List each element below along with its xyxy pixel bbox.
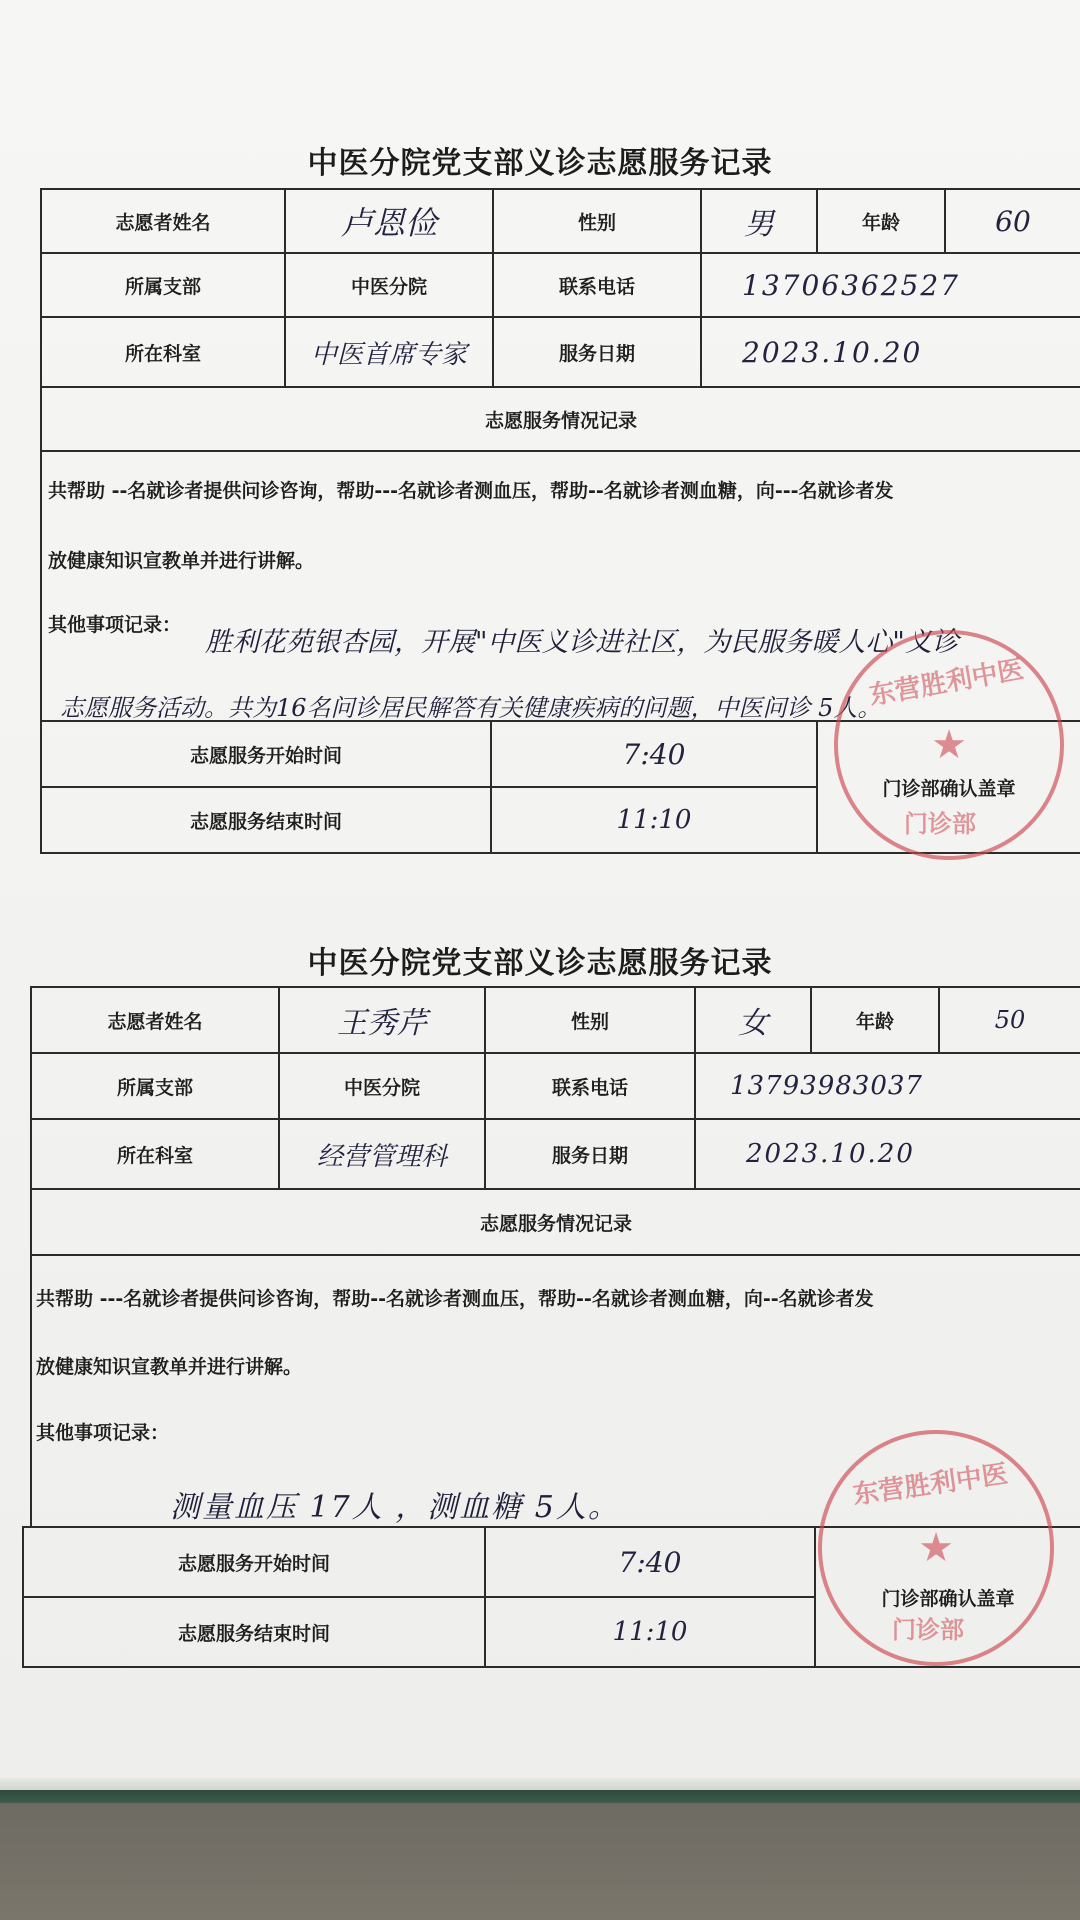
service-date-label: 服务日期: [484, 1118, 696, 1190]
name-label: 志愿者姓名: [40, 188, 286, 254]
start-time-value: 7:40: [622, 737, 686, 771]
phone-label: 联系电话: [484, 1052, 696, 1120]
start-time-value-cell: [484, 1526, 816, 1598]
end-time-label: 志愿服务结束时间: [22, 1596, 486, 1668]
branch-label: 所属支部: [30, 1052, 280, 1120]
end-time-value-cell: [484, 1596, 816, 1668]
branch-value: 中医分院: [284, 252, 494, 318]
service-date-value: 2023.10.20: [746, 1139, 915, 1169]
stamp-label: 门诊部确认盖章: [814, 1526, 1080, 1668]
other-records-label: 其他事项记录：: [36, 1422, 170, 1444]
phone-value-cell: [700, 252, 1080, 318]
form-title: 中医分院党支部义诊志愿服务记录: [307, 946, 773, 981]
age-value-cell: [944, 188, 1080, 254]
name-value-cell: [284, 188, 494, 254]
gender-value: 男: [744, 207, 774, 242]
start-time-label: 志愿服务开始时间: [40, 720, 492, 788]
branch-value: 中医分院: [278, 1052, 486, 1120]
age-label: 年龄: [810, 986, 940, 1054]
gender-label: 性别: [492, 188, 702, 254]
department-value-cell: [284, 316, 494, 388]
seal-star-icon: ★: [931, 722, 967, 768]
department-label: 所在科室: [40, 316, 286, 388]
other-records-line-2: 志愿服务活动。共为16名问诊居民解答有关健康疾病的问题，中医问诊 5人。: [60, 694, 882, 722]
other-records-line-1: 胜利花苑银杏园，开展"中医义诊进社区，为民服务暖人心"义诊: [205, 627, 959, 658]
official-seal: [818, 1430, 1054, 1666]
gender-value-cell: [700, 188, 818, 254]
summary-line-2: 放健康知识宣教单并进行讲解。: [36, 1356, 303, 1378]
name-label: 志愿者姓名: [30, 986, 280, 1054]
table-surface: [0, 1790, 1080, 1920]
section-title: 志愿服务情况记录: [40, 386, 1080, 452]
stamp-label: 门诊部确认盖章: [816, 720, 1080, 854]
other-records-line-1: 测量血压 17人 ，测血糖 5人。: [170, 1490, 620, 1525]
seal-bottom-text: 门诊部: [904, 810, 976, 838]
name-value: 卢恩俭: [340, 204, 437, 242]
department-value: 经营管理科: [316, 1141, 447, 1172]
age-value: 60: [995, 204, 1031, 238]
summary-line-2: 放健康知识宣教单并进行讲解。: [48, 550, 315, 572]
phone-value: 13706362527: [742, 268, 960, 302]
end-time-value-cell: [490, 786, 818, 854]
end-time-label: 志愿服务结束时间: [40, 786, 492, 854]
form-title: 中医分院党支部义诊志愿服务记录: [307, 146, 773, 181]
name-value-cell: [278, 986, 486, 1054]
seal-bottom-text: 门诊部: [892, 1616, 964, 1644]
age-value-cell: [938, 986, 1080, 1054]
seal-text: 东营胜利中医: [851, 1459, 1010, 1511]
start-time-value: 7:40: [618, 1545, 682, 1579]
service-date-label: 服务日期: [492, 316, 702, 388]
start-time-label: 志愿服务开始时间: [22, 1526, 486, 1598]
start-time-value-cell: [490, 720, 818, 788]
end-time-value: 11:10: [612, 1617, 688, 1647]
department-label: 所在科室: [30, 1118, 280, 1190]
phone-label: 联系电话: [492, 252, 702, 318]
gender-value: 女: [738, 1006, 768, 1041]
gender-label: 性别: [484, 986, 696, 1054]
service-date-value-cell: [694, 1118, 1080, 1190]
age-label: 年龄: [816, 188, 946, 254]
department-value: 中医首席专家: [310, 339, 467, 370]
section-title: 志愿服务情况记录: [30, 1188, 1080, 1256]
phone-value: 13793983037: [730, 1071, 923, 1101]
service-date-value: 2023.10.20: [742, 335, 923, 369]
other-records-label: 其他事项记录：: [48, 614, 182, 636]
name-value: 王秀芹: [337, 1006, 427, 1041]
phone-value-cell: [694, 1052, 1080, 1120]
summary-line-1: 共帮助 ---名就诊者提供问诊咨询，帮助--名就诊者测血压，帮助--名就诊者测血糖，向--名就诊者发: [36, 1288, 874, 1310]
service-date-value-cell: [700, 316, 1080, 388]
end-time-value: 11:10: [616, 805, 692, 835]
official-seal: [834, 630, 1064, 860]
seal-star-icon: ★: [918, 1525, 954, 1571]
summary-line-1: 共帮助 --名就诊者提供问诊咨询，帮助---名就诊者测血压，帮助--名就诊者测血糖，向---名就诊者发: [48, 480, 894, 502]
age-value: 50: [994, 1006, 1026, 1034]
department-value-cell: [278, 1118, 486, 1190]
branch-label: 所属支部: [40, 252, 286, 318]
gender-value-cell: [694, 986, 812, 1054]
seal-text: 东营胜利中医: [867, 654, 1026, 712]
